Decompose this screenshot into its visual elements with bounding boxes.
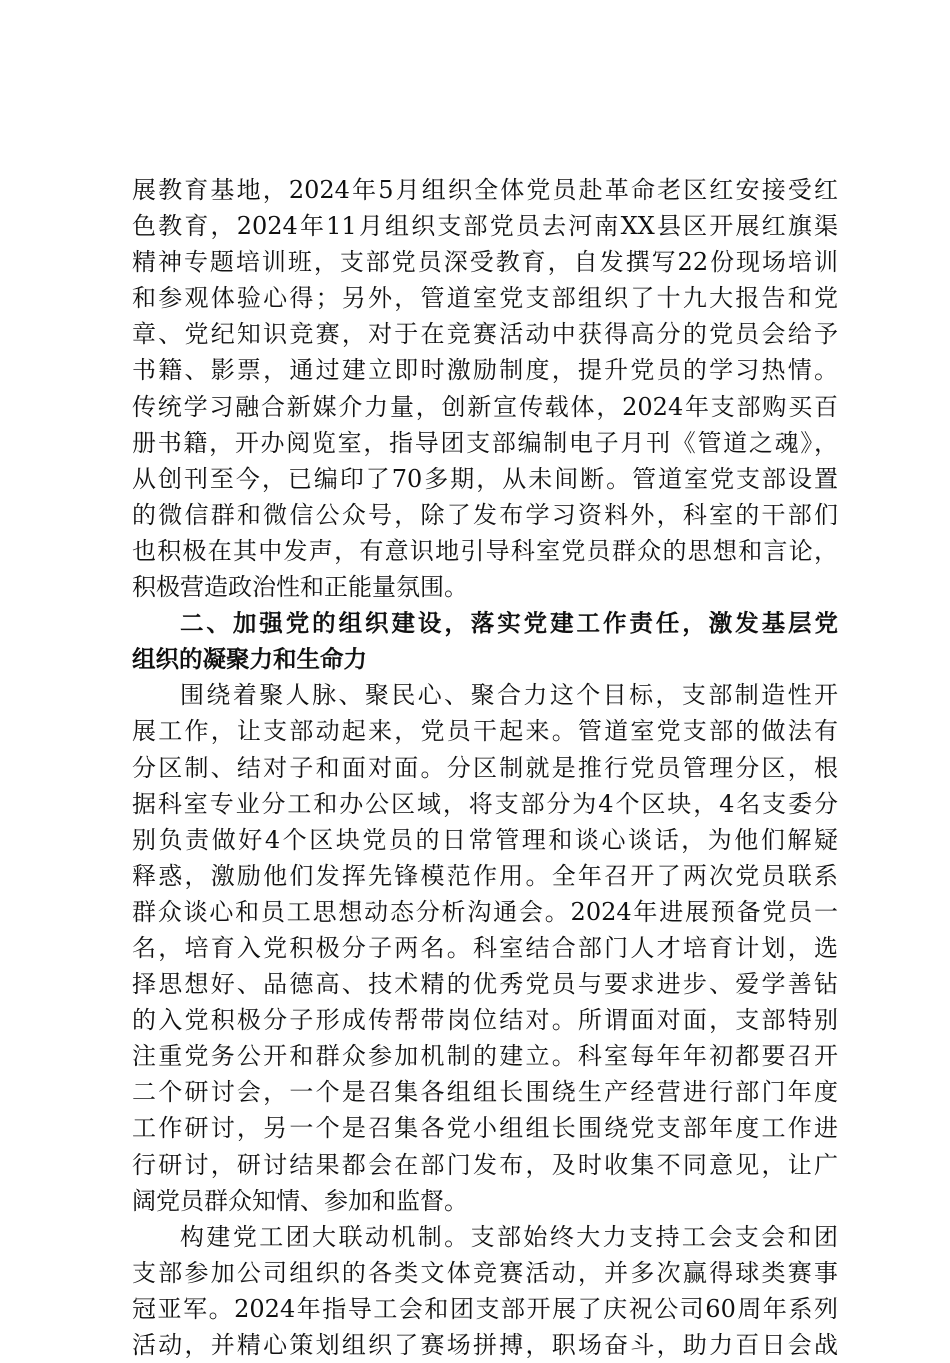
text-line: 行研讨，研讨结果都会在部门发布，及时收集不同意见，让广 <box>132 1150 838 1179</box>
text-line: 分区制、结对子和面对面。分区制就是推行党员管理分区，根 <box>132 753 838 782</box>
text-line: 围绕着聚人脉、聚民心、聚合力这个目标，支部制造性开 <box>180 681 838 710</box>
text-line: 也积极在其中发声，有意识地引导科室党员群众的思想和言论， <box>132 536 838 565</box>
text-line: 二个研讨会，一个是召集各组组长围绕生产经营进行部门年度 <box>132 1078 838 1107</box>
text-line: 册书籍，开办阅览室，指导团支部编制电子月刊《管道之魂》， <box>132 428 838 457</box>
text-line: 冠亚军。2024年指导工会和团支部开展了庆祝公司60周年系列 <box>132 1294 838 1323</box>
text-line: 构建党工团大联动机制。支部始终大力支持工会支会和团 <box>180 1222 838 1251</box>
heading-line: 二、加强党的组织建设，落实党建工作责任，激发基层党 <box>180 609 838 638</box>
text-line: 支部参加公司组织的各类文体竞赛活动，并多次赢得球类赛事 <box>132 1258 838 1287</box>
text-line: 展教育基地，2024年5月组织全体党员赴革命老区红安接受红 <box>132 176 838 204</box>
text-line: 精神专题培训班，支部党员深受教育，自发撰写22份现场培训 <box>132 248 838 277</box>
text-line: 择思想好、品德高、技术精的优秀党员与要求进步、爱学善钻 <box>132 970 838 999</box>
paragraph-organization <box>132 677 838 1218</box>
heading-line: 组织的凝聚力和生命力 <box>132 645 367 674</box>
text-line: 工作研讨，另一个是召集各党小组组长围绕党支部年度工作进 <box>132 1114 838 1143</box>
paragraph-linkage-mechanism <box>132 1219 838 1363</box>
text-line: 别负责做好4个区块党员的日常管理和谈心谈话，为他们解疑 <box>132 825 838 854</box>
text-line: 活动，并精心策划组织了赛场拼搏，职场奋斗，助力百日会战 <box>132 1331 838 1359</box>
text-line: 传统学习融合新媒介力量，创新宣传载体，2024年支部购买百 <box>132 392 838 421</box>
paragraph-party-education <box>132 172 838 605</box>
text-line: 的微信群和微信公众号，除了发布学习资料外，科室的干部们 <box>132 500 838 529</box>
text-line: 章、党纪知识竞赛，对于在竞赛活动中获得高分的党员会给予 <box>132 320 838 349</box>
text-line: 群众谈心和员工思想动态分析沟通会。2024年进展预备党员一 <box>132 897 838 926</box>
text-line: 和参观体验心得；另外，管道室党支部组织了十九大报告和党 <box>132 284 838 313</box>
text-line: 从创刊至今，已编印了70多期，从未间断。管道室党支部设置 <box>132 464 838 493</box>
text-line: 的入党积极分子形成传帮带岗位结对。所谓面对面，支部特别 <box>132 1006 838 1035</box>
section-heading <box>132 605 838 677</box>
text-line: 据科室专业分工和办公区域，将支部分为4个区块，4名支委分 <box>132 789 838 818</box>
text-line: 积极营造政治性和正能量氛围。 <box>132 573 468 602</box>
text-line: 释惑，激励他们发挥先锋模范作用。全年召开了两次党员联系 <box>132 861 838 890</box>
text-line: 展工作，让支部动起来，党员干起来。管道室党支部的做法有 <box>132 717 838 746</box>
text-line: 名，培育入党积极分子两名。科室结合部门人才培育计划，选 <box>132 933 838 962</box>
text-line: 注重党务公开和群众参加机制的建立。科室每年年初都要召开 <box>132 1042 838 1071</box>
text-line: 阔党员群众知情、参加和监督。 <box>132 1186 468 1215</box>
text-line: 书籍、影票，通过建立即时激励制度，提升党员的学习热情。 <box>132 356 838 385</box>
document-page <box>132 172 838 1363</box>
text-line: 色教育，2024年11月组织支部党员去河南XX县区开展红旗渠 <box>132 212 838 241</box>
